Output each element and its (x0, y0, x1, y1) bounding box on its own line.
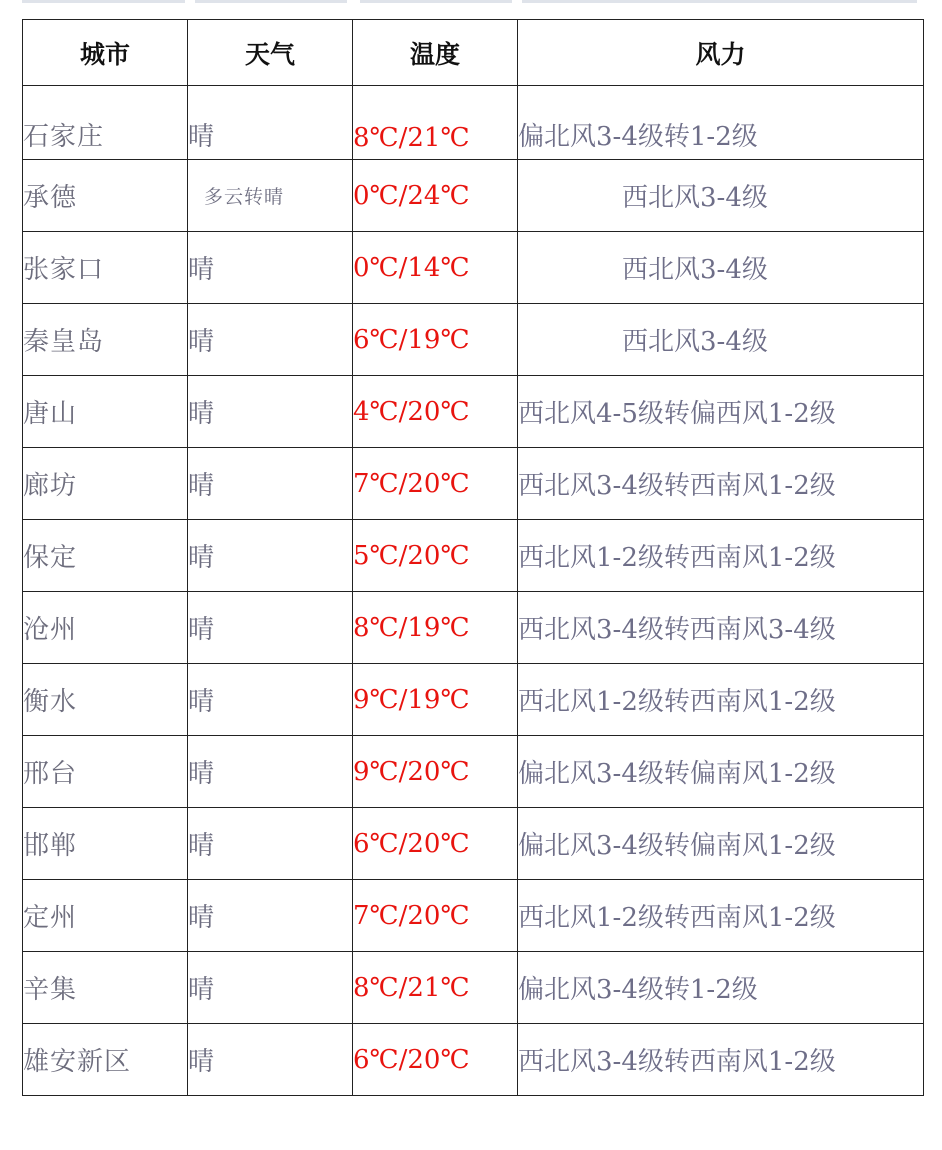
weather-cell: 晴 (188, 592, 353, 664)
temperature-cell: 7℃/20℃ (353, 448, 518, 520)
header-weather: 天气 (188, 20, 353, 86)
city-cell: 保定 (23, 520, 188, 592)
weather-cell: 晴 (188, 736, 353, 808)
header-city: 城市 (23, 20, 188, 86)
city-cell: 定州 (23, 880, 188, 952)
wind-cell: 西北风3-4级转西南风1-2级 (518, 448, 924, 520)
weather-cell: 晴 (188, 952, 353, 1024)
weather-cell: 晴 (188, 880, 353, 952)
temperature-cell: 8℃/21℃ (353, 86, 518, 160)
city-cell: 石家庄 (23, 86, 188, 160)
city-cell: 沧州 (23, 592, 188, 664)
table-row (23, 592, 924, 664)
table-row (23, 736, 924, 808)
table-row (23, 520, 924, 592)
header-wind: 风力 (518, 20, 924, 86)
weather-cell: 晴 (188, 304, 353, 376)
city-cell: 邢台 (23, 736, 188, 808)
table-row (23, 808, 924, 880)
table-row (23, 1024, 924, 1096)
temperature-cell: 6℃/20℃ (353, 808, 518, 880)
city-cell: 唐山 (23, 376, 188, 448)
wind-cell: 偏北风3-4级转1-2级 (518, 952, 924, 1024)
weather-cell: 多云转晴 (188, 160, 353, 232)
city-cell: 邯郸 (23, 808, 188, 880)
table-row (23, 952, 924, 1024)
table-row (23, 376, 924, 448)
temperature-cell: 5℃/20℃ (353, 520, 518, 592)
temperature-cell: 0℃/24℃ (353, 160, 518, 232)
top-edge-strip (0, 0, 942, 4)
table-row (23, 304, 924, 376)
table-row (23, 86, 924, 160)
temperature-cell: 9℃/19℃ (353, 664, 518, 736)
temperature-cell: 6℃/19℃ (353, 304, 518, 376)
temperature-cell: 9℃/20℃ (353, 736, 518, 808)
wind-cell: 西北风3-4级 (518, 160, 924, 232)
weather-cell: 晴 (188, 448, 353, 520)
weather-cell: 晴 (188, 1024, 353, 1096)
city-cell: 承德 (23, 160, 188, 232)
temperature-cell: 8℃/21℃ (353, 952, 518, 1024)
temperature-cell: 8℃/19℃ (353, 592, 518, 664)
table-row (23, 160, 924, 232)
table-row (23, 232, 924, 304)
city-cell: 衡水 (23, 664, 188, 736)
weather-cell: 晴 (188, 232, 353, 304)
table-row (23, 664, 924, 736)
wind-cell: 西北风1-2级转西南风1-2级 (518, 880, 924, 952)
temperature-cell: 4℃/20℃ (353, 376, 518, 448)
wind-cell: 西北风3-4级 (518, 304, 924, 376)
top-strip-segment (22, 0, 185, 3)
table-row (23, 448, 924, 520)
wind-cell: 西北风1-2级转西南风1-2级 (518, 664, 924, 736)
weather-cell: 晴 (188, 86, 353, 160)
top-strip-segment (195, 0, 347, 3)
top-strip-segment (522, 0, 917, 3)
weather-cell: 晴 (188, 376, 353, 448)
wind-cell: 西北风3-4级转西南风1-2级 (518, 1024, 924, 1096)
weather-cell: 晴 (188, 520, 353, 592)
wind-cell: 西北风1-2级转西南风1-2级 (518, 520, 924, 592)
weather-table (22, 19, 924, 1096)
city-cell: 廊坊 (23, 448, 188, 520)
temperature-cell: 6℃/20℃ (353, 1024, 518, 1096)
header-temperature: 温度 (353, 20, 518, 86)
city-cell: 秦皇岛 (23, 304, 188, 376)
city-cell: 辛集 (23, 952, 188, 1024)
wind-cell: 西北风3-4级 (518, 232, 924, 304)
wind-cell: 西北风4-5级转偏西风1-2级 (518, 376, 924, 448)
table-row (23, 880, 924, 952)
city-cell: 雄安新区 (23, 1024, 188, 1096)
wind-cell: 偏北风3-4级转偏南风1-2级 (518, 736, 924, 808)
weather-cell: 晴 (188, 808, 353, 880)
city-cell: 张家口 (23, 232, 188, 304)
temperature-cell: 7℃/20℃ (353, 880, 518, 952)
table-header-row (23, 20, 924, 86)
top-strip-segment (360, 0, 512, 3)
wind-cell: 偏北风3-4级转偏南风1-2级 (518, 808, 924, 880)
temperature-cell: 0℃/14℃ (353, 232, 518, 304)
wind-cell: 西北风3-4级转西南风3-4级 (518, 592, 924, 664)
weather-cell: 晴 (188, 664, 353, 736)
wind-cell: 偏北风3-4级转1-2级 (518, 86, 924, 160)
